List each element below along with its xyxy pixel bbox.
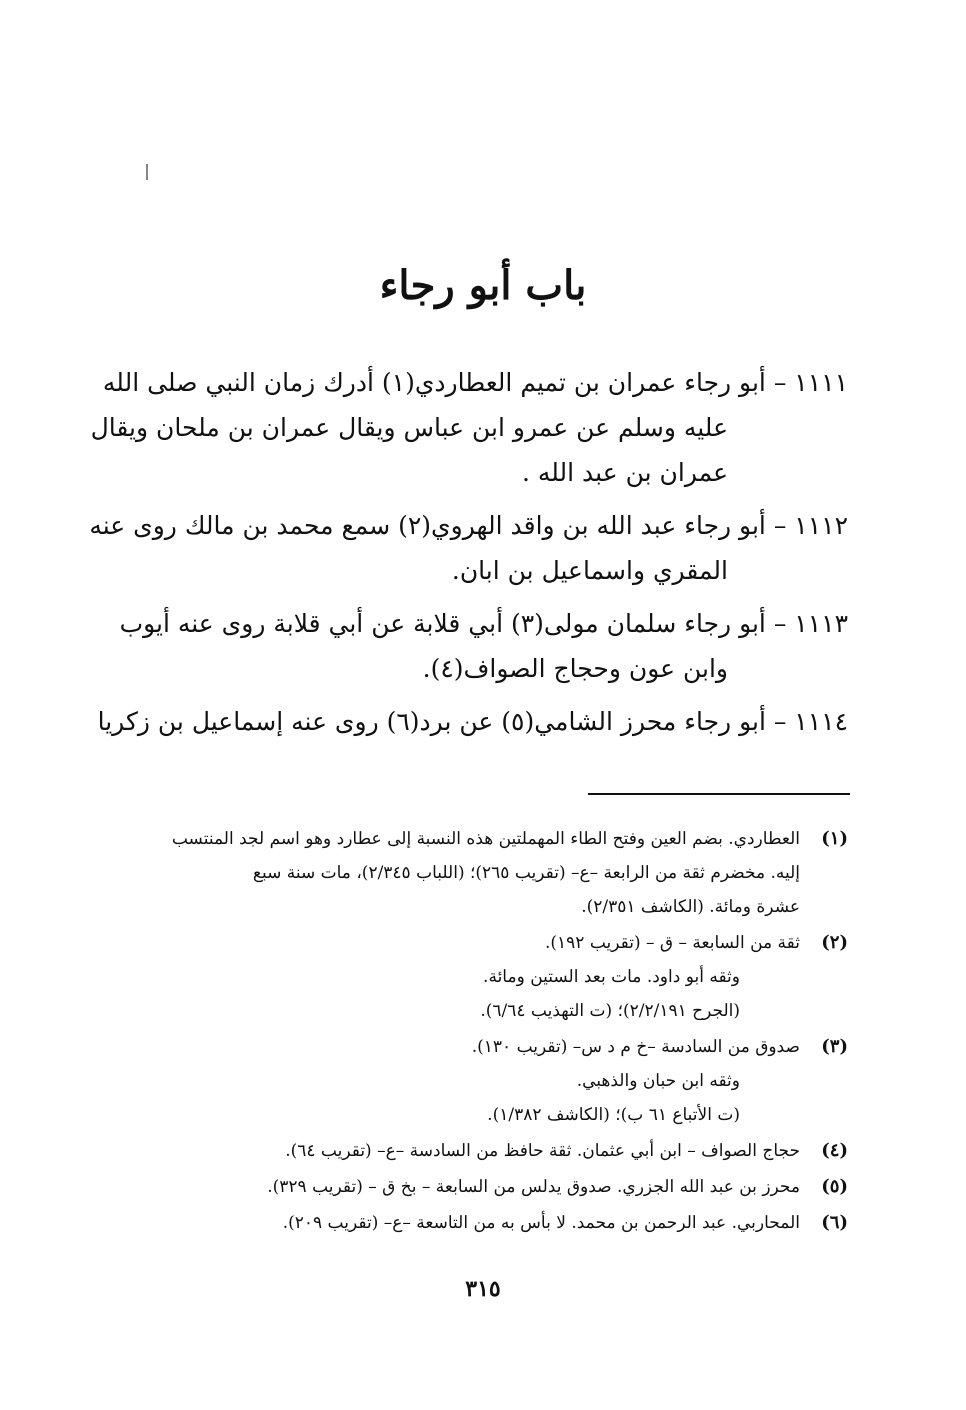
footnote-number: (٤) xyxy=(821,1140,848,1161)
entry-1114 xyxy=(97,699,848,744)
footnote-separator xyxy=(588,793,850,795)
entry-line: ١١١٢ – أبو رجاء عبد الله بن واقد الهروي(٢) سمع محمد بن مالك روى عنه xyxy=(89,511,848,540)
entry-line: وابن عون وحجاج الصواف(٤). xyxy=(422,654,728,683)
footnote-line: ثقة من السابعة – ق – (تقريب ١٩٢). xyxy=(544,933,800,953)
footnote-body xyxy=(148,822,800,924)
footnote-line: العطاردي. بضم العين وفتح الطاء المهملتين هذه النسبة إلى عطارد وهو اسم لجد المنتسب xyxy=(171,829,800,849)
footnote-body xyxy=(148,1134,800,1168)
entries-list xyxy=(89,360,848,752)
footnote-body xyxy=(148,1170,800,1204)
footnote-6 xyxy=(148,1206,848,1240)
entry-line: ١١١٣ – أبو رجاء سلمان مولى(٣) أبي قلابة عن أبي قلابة روى عنه أيوب xyxy=(119,609,848,638)
entry-1111 xyxy=(90,360,848,495)
footnote-number: (٣) xyxy=(821,1036,848,1057)
entry-line: المقري واسماعيل بن ابان. xyxy=(451,556,728,585)
footnote-3 xyxy=(148,1030,848,1132)
footnote-line: وثقه أبو داود. مات بعد الستين ومائة. xyxy=(483,967,740,987)
footnote-line: المحاربي. عبد الرحمن بن محمد. لا بأس به من التاسعة –ع– (تقريب ٢٠٩). xyxy=(282,1213,800,1233)
entry-line: عمران بن عبد الله . xyxy=(521,458,728,487)
entry-line: ١١١١ – أبو رجاء عمران بن تميم العطاردي(١) أدرك زمان النبي صلى الله xyxy=(102,368,848,397)
scan-mark xyxy=(146,164,148,180)
footnote-number: (٦) xyxy=(821,1212,848,1233)
footnote-5 xyxy=(148,1170,848,1204)
footnotes-list xyxy=(148,822,848,1242)
footnote-line: وثقه ابن حبان والذهبي. xyxy=(576,1071,740,1091)
footnote-line: عشرة ومائة. (الكاشف ٢/٣٥١). xyxy=(581,897,800,917)
footnote-line: (ت الأتباع ٦١ ب)؛ (الكاشف ١/٣٨٢). xyxy=(487,1105,740,1125)
footnote-line: إليه. مخضرم ثقة من الرابعة –ع– (تقريب ٢٦٥)؛ (اللباب ٢/٣٤٥)، مات سنة سبع xyxy=(252,863,800,883)
footnote-2 xyxy=(148,926,848,1028)
footnote-4 xyxy=(148,1134,848,1168)
entry-1112 xyxy=(89,503,848,593)
footnote-line: محرز بن عبد الله الجزري. صدوق يدلس من السابعة – بخ ق – (تقريب ٣٢٩). xyxy=(267,1177,800,1197)
footnote-number: (١) xyxy=(821,828,848,849)
footnote-body xyxy=(148,1030,800,1132)
footnote-line: صدوق من السادسة –خ م د س– (تقريب ١٣٠). xyxy=(471,1037,800,1057)
entry-1113 xyxy=(119,601,848,691)
footnote-number: (٥) xyxy=(821,1176,848,1197)
footnote-line: حجاج الصواف – ابن أبي عثمان. ثقة حافظ من السادسة –ع– (تقريب ٦٤). xyxy=(285,1141,800,1161)
chapter-title: باب أبو رجاء xyxy=(379,262,587,309)
footnote-body xyxy=(148,1206,800,1240)
page-number: ٣١٥ xyxy=(465,1276,501,1302)
entry-line: عليه وسلم عن عمرو ابن عباس ويقال عمران بن ملحان ويقال xyxy=(90,413,728,442)
footnote-line: (الجرح ٢/٢/١٩١)؛ (ت التهذيب ٦/٦٤). xyxy=(480,1001,740,1021)
footnote-body xyxy=(148,926,800,1028)
footnote-number: (٢) xyxy=(821,932,848,953)
entry-line: ١١١٤ – أبو رجاء محرز الشامي(٥) عن برد(٦) روى عنه إسماعيل بن زكريا xyxy=(97,707,848,736)
footnote-1 xyxy=(148,822,848,924)
